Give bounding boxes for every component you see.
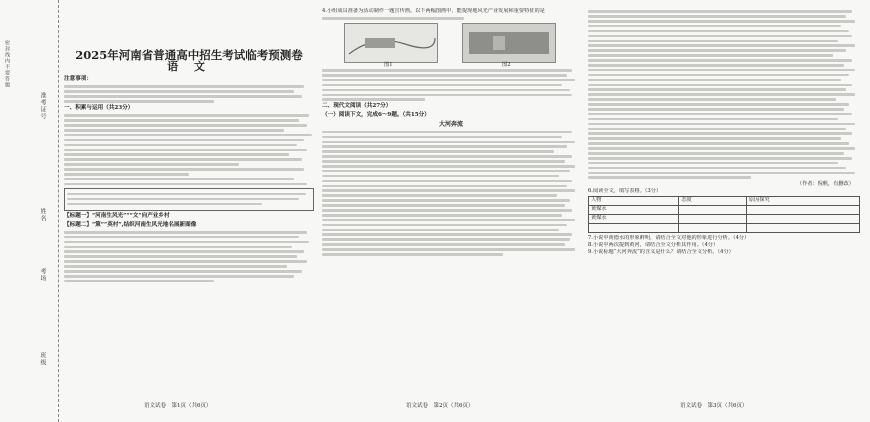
binding-notice: 密封线内不要答题 [4,40,10,88]
binding-margin [0,0,59,422]
table-header-cell: 态度 [679,196,747,205]
story-title: 大河奔流 [438,121,463,129]
table-cell[interactable] [746,205,859,214]
subsection-heading: （一）阅读下文，完成6～9题。（共15分） [322,112,430,119]
table-header-cell: 人物 [589,196,679,205]
q8-prompt: 8.小说中两次提到黄河，请结合全文分析其作用。（4分） [588,241,719,248]
q6-table [588,196,860,233]
name-field: 姓名 [39,208,46,222]
table-row [589,223,860,232]
q3-box [64,188,314,211]
page-1 [64,8,314,412]
q9-prompt: 9.小说标题“大河奔流”的含义是什么？请结合全文分析。（4分） [588,248,734,255]
table-cell[interactable] [746,214,859,223]
table-cell: 黄煤水 [589,214,679,223]
figure-1-image [344,23,438,63]
exam-number-field: 准考证号 [39,92,46,120]
table-cell[interactable] [679,205,747,214]
author-credit: （作者：倪帆，有删改） [796,181,854,188]
table-cell[interactable] [679,223,747,232]
page-3-footer: 语文试卷 第3页（共6页） [680,402,748,409]
table-header-cell: 原因探究 [746,196,859,205]
subject-title: 语 文 [167,60,211,74]
q3-heading-2: 【标题二】“策”“英村”,结织河南生风光地名展新图像 [64,221,197,228]
section-2-heading: 二、现代文阅读（共27分） [322,103,392,110]
page-3 [588,8,860,412]
figure-1-label: 图1 [384,61,393,68]
notice-heading: 注意事项： [64,76,92,83]
q4-figures [322,23,580,67]
table-cell[interactable] [679,214,747,223]
table-header-row [589,196,860,205]
table-cell [589,223,679,232]
school-field: 考场 [39,268,46,282]
table-row [589,214,860,223]
figure-2-label: 图2 [502,61,511,68]
q3-heading-1: 【标题一】“河南生风光”““文”向产业乡村 [64,212,170,219]
class-field: 班级 [39,352,46,366]
table-cell[interactable] [746,223,859,232]
page-1-footer: 语文试卷 第1页（共6页） [144,402,212,409]
q7-prompt: 7.小说中黄德水的形象鲜明，请结合全文对他的形象进行分析。（4分） [588,234,750,241]
page-2-footer: 语文试卷 第2页（共6页） [406,402,474,409]
section-1-heading: 一、积累与运用（共23分） [64,105,134,112]
page-2 [322,8,580,412]
table-row [589,205,860,214]
figure-2-image [462,23,556,63]
q6-prompt: 6.阅读全文，填写表格。（3分） [588,188,662,195]
exam-title: 2025年河南省普通高中招生考试临考预测卷 [75,48,303,62]
q4-prompt: 4.小组成员准备为活动制作一题宣传画。以下两幅图画中，能提现地风光产业发展和重要特征的是 [322,8,545,14]
table-cell: 黄煤水 [589,205,679,214]
